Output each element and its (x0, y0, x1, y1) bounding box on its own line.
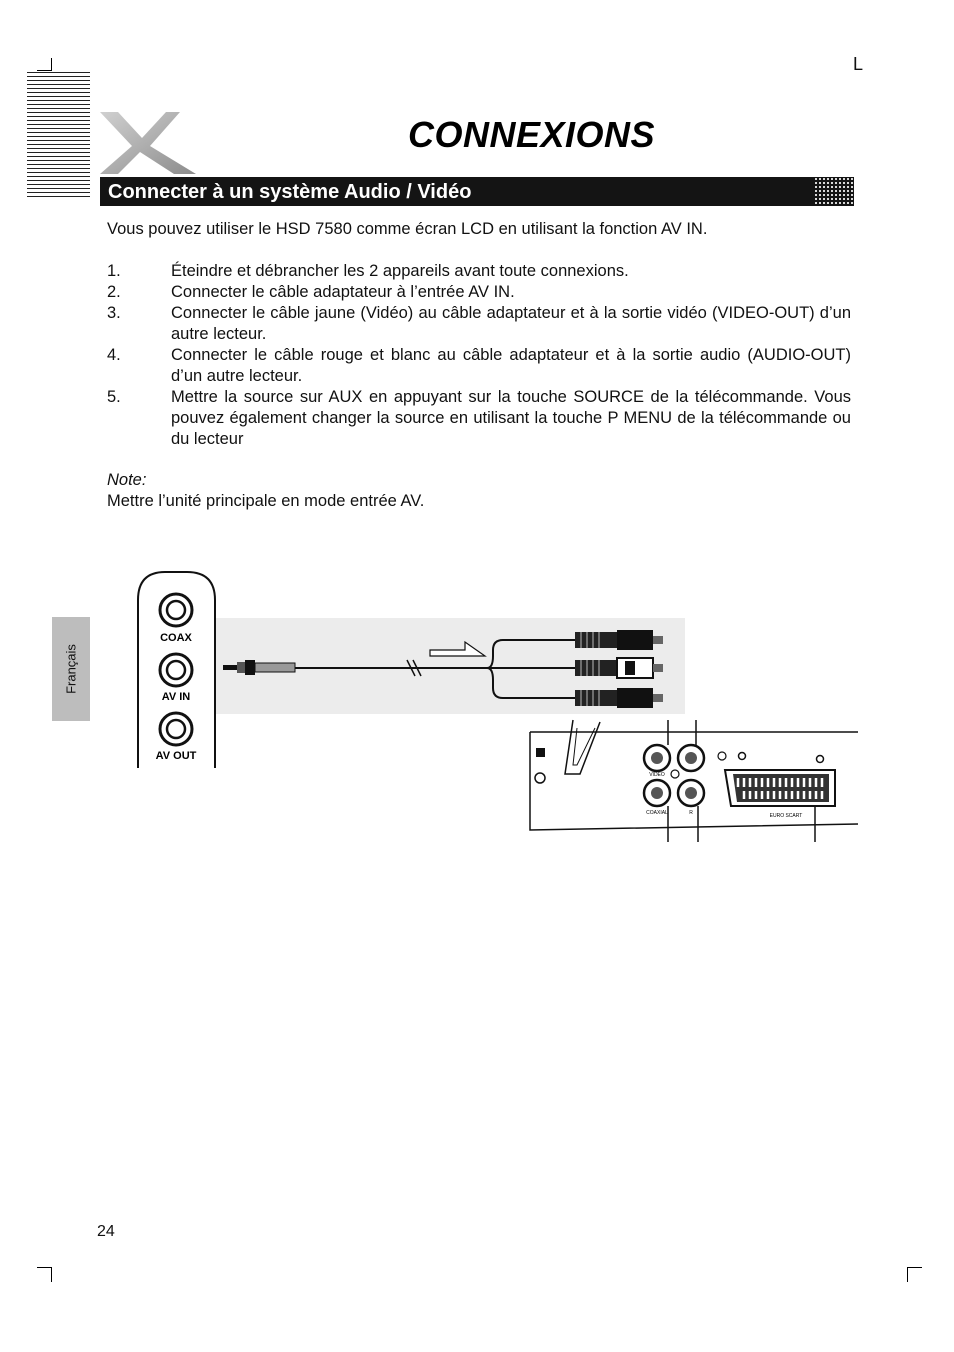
steps-list (107, 261, 851, 450)
step-text: Mettre la source sur AUX en appuyant sur la touche SOURCE de la télécommande. Vous pouvez également changer la source en utilisant la touche P MENU de la télécommande ou du lecteur (171, 388, 851, 448)
step-text: Connecter le câble rouge et blanc au câble adaptateur et à la sortie audio (AUDIO-OUT) d’un autre lecteur. (171, 346, 851, 385)
panel-screw (671, 770, 679, 778)
panel-jack-audio-right (678, 780, 704, 806)
coax-jack-label: COAX (160, 632, 192, 644)
halftone-pattern (814, 177, 854, 206)
step-number: 2. (107, 283, 121, 301)
av-out-jack (160, 713, 192, 745)
connection-diagram-svg (125, 560, 865, 850)
section-heading: Connecter à un système Audio / Vidéo (108, 181, 472, 203)
step-text: Connecter le câble adaptateur à l’entrée AV IN. (171, 283, 515, 301)
step-number: 3. (107, 304, 121, 322)
step-number: 1. (107, 262, 121, 280)
step-text: Connecter le câble jaune (Vidéo) au câble adaptateur et à la sortie vidéo (VIDEO-OUT) d’un autre lecteur. (171, 304, 851, 343)
scart-connector (725, 770, 835, 806)
step-number: 4. (107, 346, 121, 364)
av-in-jack (160, 654, 192, 686)
note-text: Mettre l’unité principale en mode entrée AV. (107, 492, 425, 510)
panel-jack-audio-left (678, 745, 704, 771)
panel-r-label: R (689, 810, 693, 816)
rca-plug-middle (575, 658, 663, 678)
language-label: Français (63, 644, 79, 694)
panel-coaxial-label: COAXIAL (646, 810, 668, 816)
page-number: 24 (97, 1223, 115, 1240)
crop-mark-bottom-right (907, 1267, 922, 1282)
list-item (107, 261, 851, 282)
panel-screw (718, 752, 726, 760)
connection-diagram (125, 560, 865, 850)
crop-mark-bottom-left (37, 1267, 52, 1282)
panel-screw (739, 753, 746, 760)
language-tab (52, 617, 90, 721)
rca-plug-bottom (575, 688, 663, 708)
step-text: Éteindre et débrancher les 2 appareils avant toute connexions. (171, 262, 629, 280)
corner-mark-top-right: L (853, 54, 864, 74)
panel-jack-coaxial (644, 780, 670, 806)
decorative-stripes (27, 72, 90, 200)
panel-video-label: VIDEO (649, 772, 665, 778)
rca-plug-top (575, 630, 663, 650)
list-item (107, 345, 851, 387)
brand-x-logo (96, 108, 198, 178)
list-item (107, 387, 851, 450)
intro-paragraph: Vous pouvez utiliser le HSD 7580 comme écran LCD en utilisant la fonction AV IN. (107, 220, 708, 238)
section-heading-bar (100, 177, 854, 206)
list-item (107, 282, 851, 303)
av-in-jack-label: AV IN (161, 691, 191, 703)
note-label: Note: (107, 471, 147, 489)
step-number: 5. (107, 388, 121, 406)
coax-jack (160, 594, 192, 626)
page-title: CONNEXIONS (408, 114, 656, 155)
crop-mark-top-left (37, 58, 52, 71)
scart-label: EURO SCART (769, 813, 803, 819)
panel-jack-video (644, 745, 670, 771)
panel-screw (817, 756, 824, 763)
list-item (107, 303, 851, 345)
av-out-jack-label: AV OUT (155, 750, 197, 762)
